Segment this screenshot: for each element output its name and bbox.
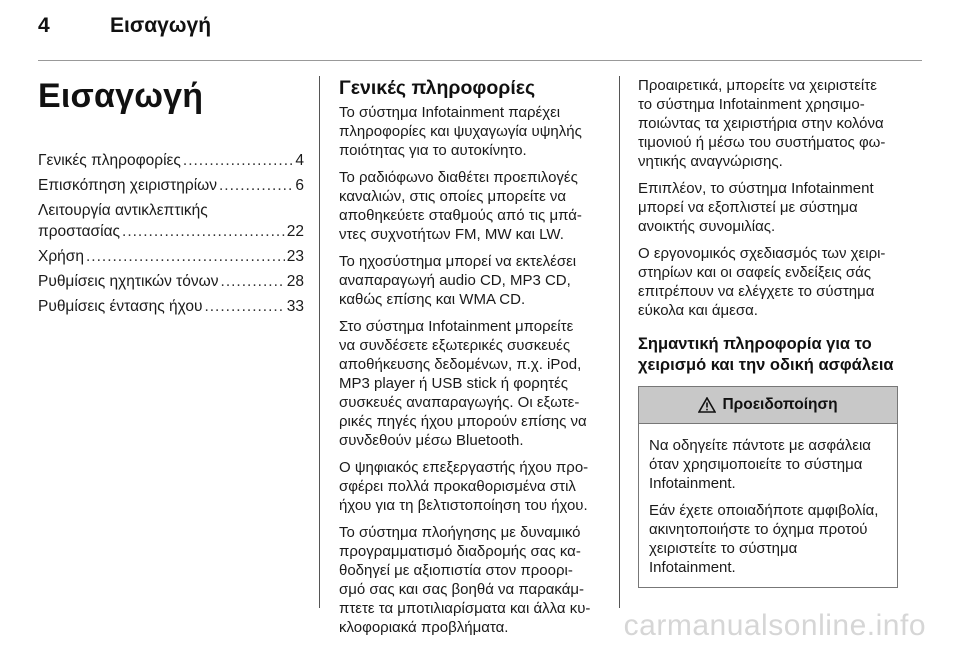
paragraph [638,76,904,171]
paragraph [649,501,887,577]
toc-item-controls-overview[interactable] [38,175,304,196]
text-line: Infotainment. [649,559,736,576]
text-line: αποθήκευσης δεδομένων, π.χ. iPod, [339,356,582,373]
text-line: συσκευές αναπαραγωγής. Οι εξωτε‐ [339,394,580,411]
toc-leader-dots [86,246,285,267]
toc-item-label: Ρυθμίσεις ηχητικών τόνων [38,273,219,290]
text-line: καθώς επίσης και WMA CD. [339,291,526,308]
text-line: το σύστημα Infotainment χρησιμο‐ [638,96,865,113]
text-line: σμό σας και σας βοηθά να παρακάμ‐ [339,581,585,598]
text-line: Το σύστημα Infotainment παρέχει [339,104,561,121]
paragraph [649,436,887,493]
toc-item-line2 [38,221,304,242]
text-line: Επιπλέον, το σύστημα Infotainment [638,180,874,197]
text-line: μπορεί να εξοπλιστεί με σύστημα [638,199,858,216]
page-header [38,14,922,54]
warning-title: Προειδοποίηση [722,396,838,413]
warning-body [639,424,897,587]
text-line: προγραμματισμό διαδρομής σας κα‐ [339,543,581,560]
heading-line: χειρισμό και την οδική ασφάλεια [638,356,894,374]
toc-leader-dots [204,296,284,317]
section-heading: Γενικές πληροφορίες [339,77,536,99]
text-line: Το ηχοσύστημα μπορεί να εκτελέσει [339,253,577,270]
text-line: χειριστείτε το σύστημα [649,540,798,557]
text-line: Να οδηγείτε πάντοτε με ασφάλεια [649,437,871,454]
toc-item-label: Ρυθμίσεις έντασης ήχου [38,298,203,315]
header-divider [38,60,922,61]
text-line: ντες συχνοτήτων FM, MW και LW. [339,226,564,243]
warning-header [639,387,897,424]
paragraph [339,168,605,244]
toc-item-label: Γενικές πληροφορίες [38,152,181,169]
text-line: αποθηκεύετε σταθμούς από τις μπά‐ [339,207,582,224]
text-line: επιτρέπουν να ελέγχετε το σύστημα [638,283,875,300]
text-line: ακινητοποιήστε το όχημα προτού [649,521,868,538]
page-number: 4 [38,14,50,37]
paragraph [339,252,605,309]
text-line: εύκολα και άμεσα. [638,302,758,319]
text-line: Infotainment. [649,475,736,492]
toc-item-page: 28 [286,273,304,290]
text-line: ήχου για τη βελτιστοποίηση του ήχου. [339,497,588,514]
text-line: νητικής αναγνώρισης. [638,153,783,170]
toc-item-page: 22 [286,223,304,240]
toc-leader-dots [219,175,293,196]
text-line: πτετε τα μποτιλιαρίσματα και άλλα κυ‐ [339,600,591,617]
heading-line: Σημαντική πληροφορία για το [638,335,872,353]
text-line: συνδεθούν μέσω Bluetooth. [339,432,524,449]
toc-item-label: Χρήση [38,248,84,265]
text-line: αναπαραγωγή audio CD, MP3 CD, [339,272,571,289]
warning-triangle-icon [698,397,716,413]
watermark: carmanualsonline.info [623,609,926,642]
text-line: MP3 player ή USB stick ή φορητές [339,375,569,392]
text-line: σφέρει πολλά προκαθορισμένα στιλ [339,478,576,495]
paragraph [638,179,904,236]
text-line: Εάν έχετε οποιαδήποτε αμφιβολία, [649,502,879,519]
paragraph [339,523,605,637]
toc-item-anti-theft[interactable] [38,200,304,242]
running-title: Εισαγωγή [110,14,212,37]
toc-item-page: 33 [286,298,304,315]
text-line: Το σύστημα πλοήγησης με δυναμικό [339,524,581,541]
text-line: πληροφορίες και ψυχαγωγία υψηλής [339,123,582,140]
text-line: Το ραδιόφωνο διαθέτει προεπιλογές [339,169,578,186]
toc-item-page: 4 [295,152,304,169]
toc-leader-dots [122,221,285,242]
general-info-column [339,76,605,645]
text-line: τιμονιού ή μέσω του συστήματος φω‐ [638,134,886,151]
toc-item-usage[interactable] [38,246,304,267]
text-line: Προαιρετικά, μπορείτε να χειριστείτε [638,77,877,94]
paragraph [339,458,605,515]
text-line: ανοικτής συνομιλίας. [638,218,776,235]
column-divider [619,76,620,608]
text-line: ποιότητας για το αυτοκίνητο. [339,142,527,159]
text-line: όταν χρησιμοποιείτε το σύστημα [649,456,863,473]
table-of-contents [38,150,304,317]
text-line: Ο ψηφιακός επεξεργαστής ήχου προ‐ [339,459,589,476]
paragraph [339,317,605,450]
warning-box [638,386,898,588]
toc-item-label: Επισκόπηση χειριστηρίων [38,177,217,194]
toc-item-page: 6 [295,177,304,194]
operation-column [638,76,904,588]
text-line: ρικές πηγές ήχου μπορούν επίσης να [339,413,587,430]
paragraph [339,103,605,160]
toc-item-volume-settings[interactable] [38,296,304,317]
toc-item-label-line2: προστασίας [38,223,121,240]
chapter-column [38,76,304,321]
column-divider [319,76,320,608]
text-line: να συνδέσετε εξωτερικές συσκευές [339,337,571,354]
toc-item-page: 23 [286,248,304,265]
safety-heading [638,334,904,376]
paragraph [638,244,904,320]
text-line: Στο σύστημα Infotainment μπορείτε [339,318,574,335]
toc-item-general-info[interactable] [38,150,304,171]
text-line: θοδηγεί με αξιοπιστία στον προορι‐ [339,562,573,579]
text-line: Ο εργονομικός σχεδιασμός των χειρι‐ [638,245,886,262]
toc-leader-dots [221,271,285,292]
chapter-title: Εισαγωγή [38,77,204,115]
text-line: κλοφοριακά προβλήματα. [339,619,509,636]
text-line: καναλιών, στις οποίες μπορείτε να [339,188,567,205]
text-line: στηρίων και οι σαφείς ενδείξεις σάς [638,264,872,281]
toc-item-tone-settings[interactable] [38,271,304,292]
toc-leader-dots [183,150,293,171]
text-line: ποιώντας τα χειριστήρια στην κολόνα [638,115,884,132]
toc-item-label-line1: Λειτουργία αντικλεπτικής [38,202,208,219]
